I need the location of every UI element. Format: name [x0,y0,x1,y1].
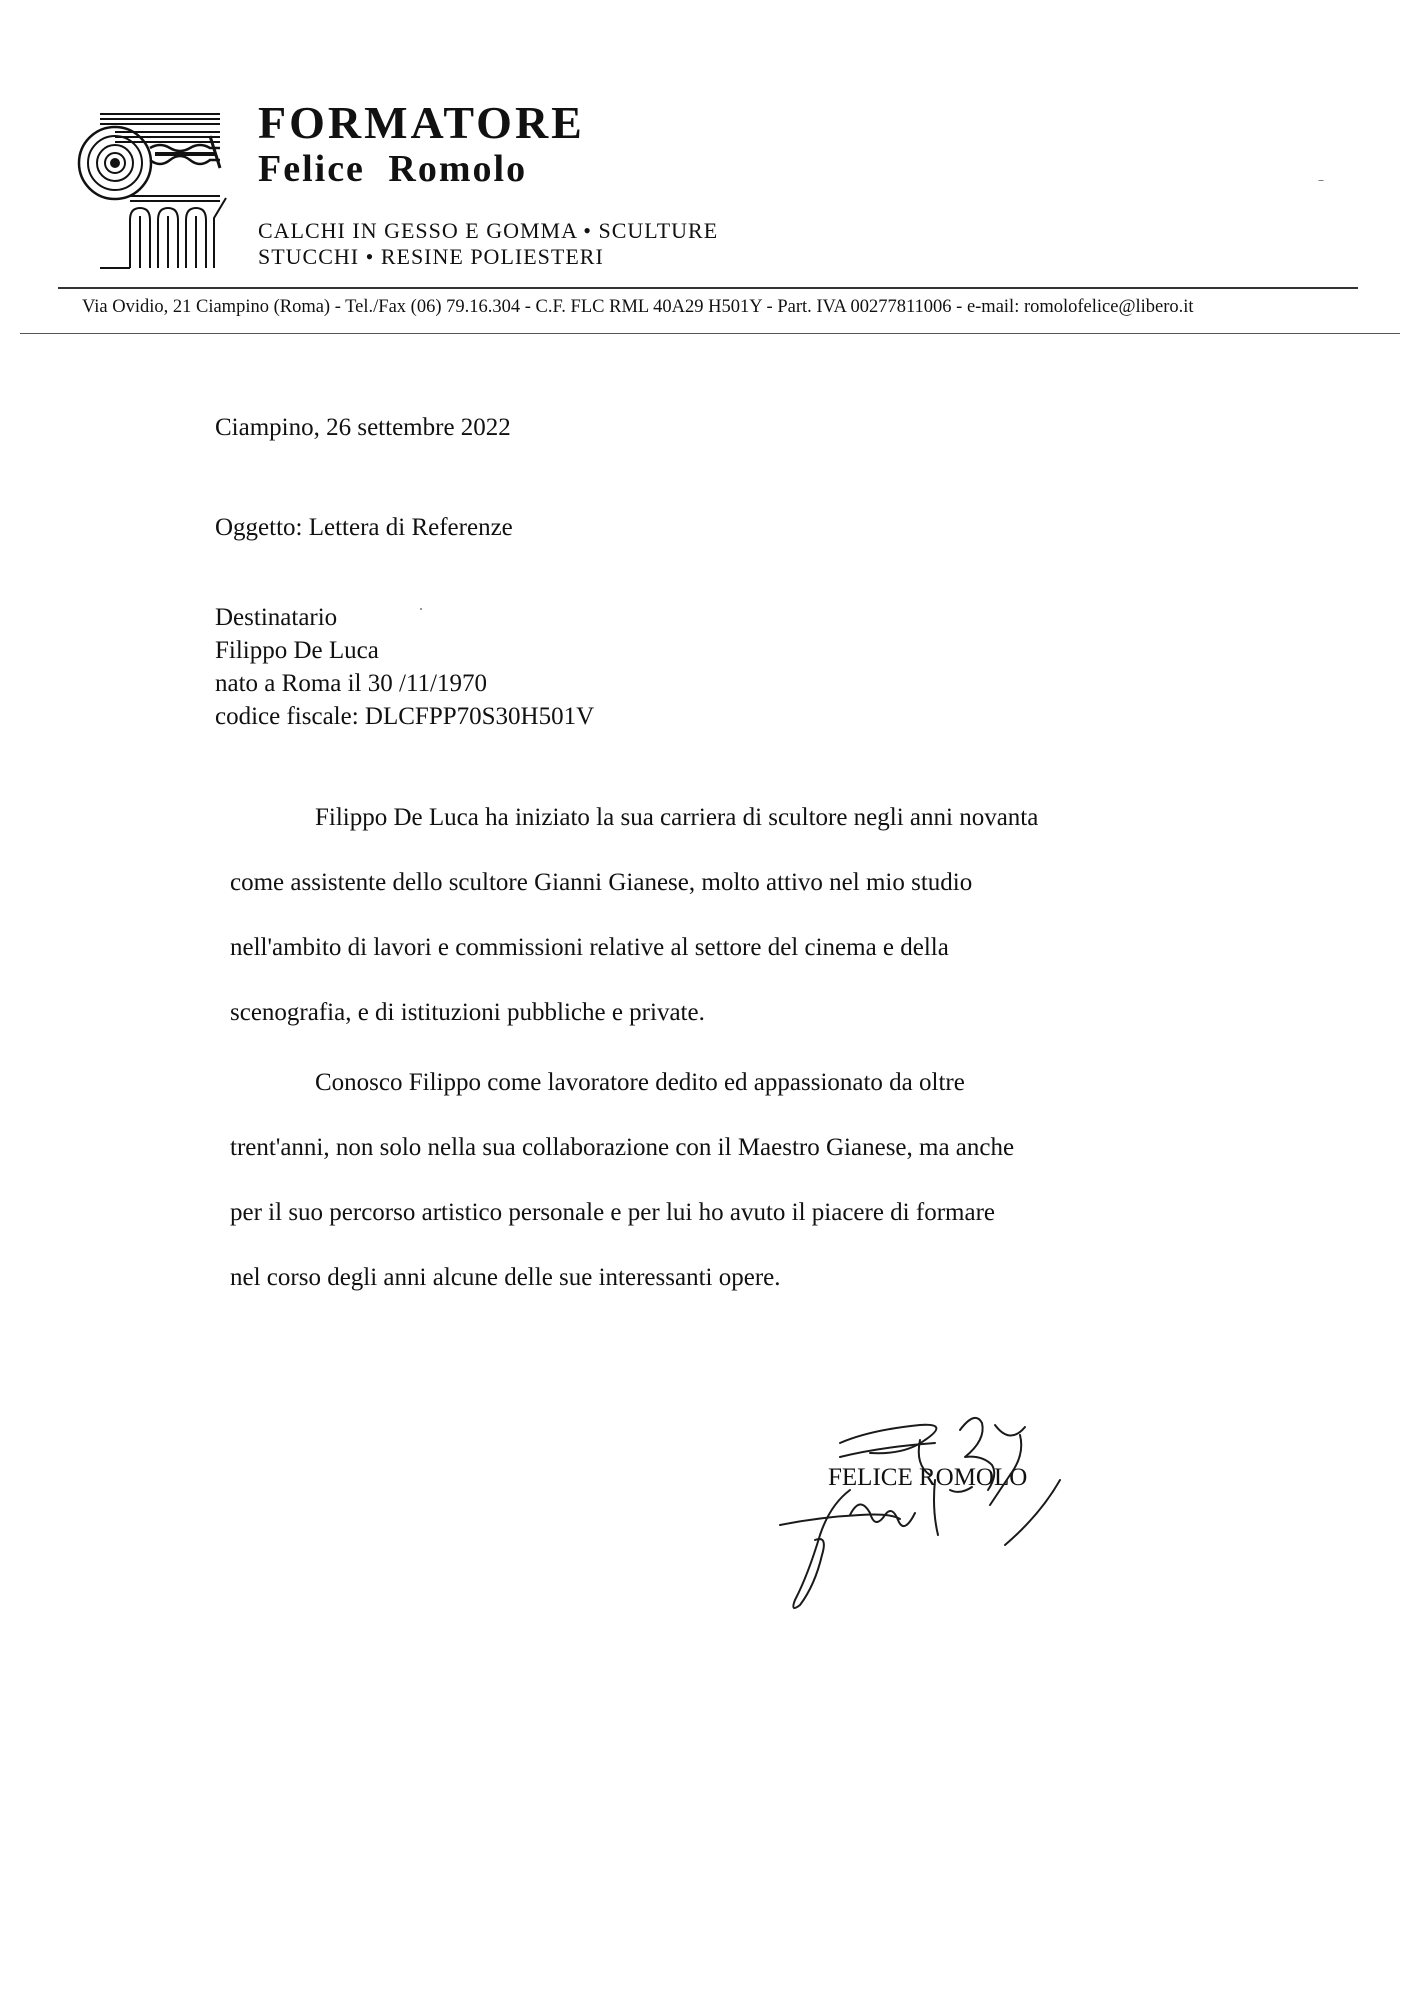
paragraph-2-line: per il suo percorso artistico personale e per lui ho avuto il piacere di formare [230,1199,995,1226]
letterhead-services-line-2: STUCCHI • RESINE POLIESTERI [258,244,604,269]
paragraph-1-line: Filippo De Luca ha iniziato la sua carriera di scultore negli anni novanta [315,804,1039,831]
recipient-tax-code: codice fiscale: DLCFPP70S30H501V [215,703,595,730]
paper-speck [1318,180,1324,181]
recipient-name: Filippo De Luca [215,637,379,664]
paragraph-1-line: come assistente dello scultore Gianni Gianese, molto attivo nel mio studio [230,869,973,896]
letterhead [0,0,1416,345]
letterhead-divider-top [58,287,1358,289]
letterhead-contact-line: Via Ovidio, 21 Ciampino (Roma) - Tel./Fax (06) 79.16.304 - C.F. FLC RML 40A29 H501Y - Part. IVA 00277811006 - e-mail: romolofelice@libero.it [82,297,1194,317]
signature-block [720,1395,1080,1625]
letterhead-title: FORMATORE [258,97,585,148]
ionic-capital-logo [70,108,235,273]
paper-speck [420,608,422,610]
paragraph-1-line: nell'ambito di lavori e commissioni relative al settore del cinema e della [230,934,949,961]
recipient-birth: nato a Roma il 30 /11/1970 [215,670,487,697]
recipient-label: Destinatario [215,604,338,631]
paragraph-2-line: nel corso degli anni alcune delle sue interessanti opere. [230,1264,781,1291]
letter-date: Ciampino, 26 settembre 2022 [215,414,511,441]
letterhead-name: Felice Romolo [258,148,528,190]
paragraph-2-line: Conosco Filippo come lavoratore dedito ed appassionato da oltre [315,1069,965,1096]
paragraph-2-line: trent'anni, non solo nella sua collaborazione con il Maestro Gianese, ma anche [230,1134,1015,1161]
signer-name: FELICE ROMOLO [828,1464,1028,1491]
letter-subject: Oggetto: Lettera di Referenze [215,514,513,541]
paragraph-1-line: scenografia, e di istituzioni pubbliche e private. [230,999,705,1026]
handwritten-signature [720,1395,1080,1625]
letterhead-divider-bottom [20,333,1400,334]
letterhead-services-line-1: CALCHI IN GESSO E GOMMA • SCULTURE [258,218,719,243]
